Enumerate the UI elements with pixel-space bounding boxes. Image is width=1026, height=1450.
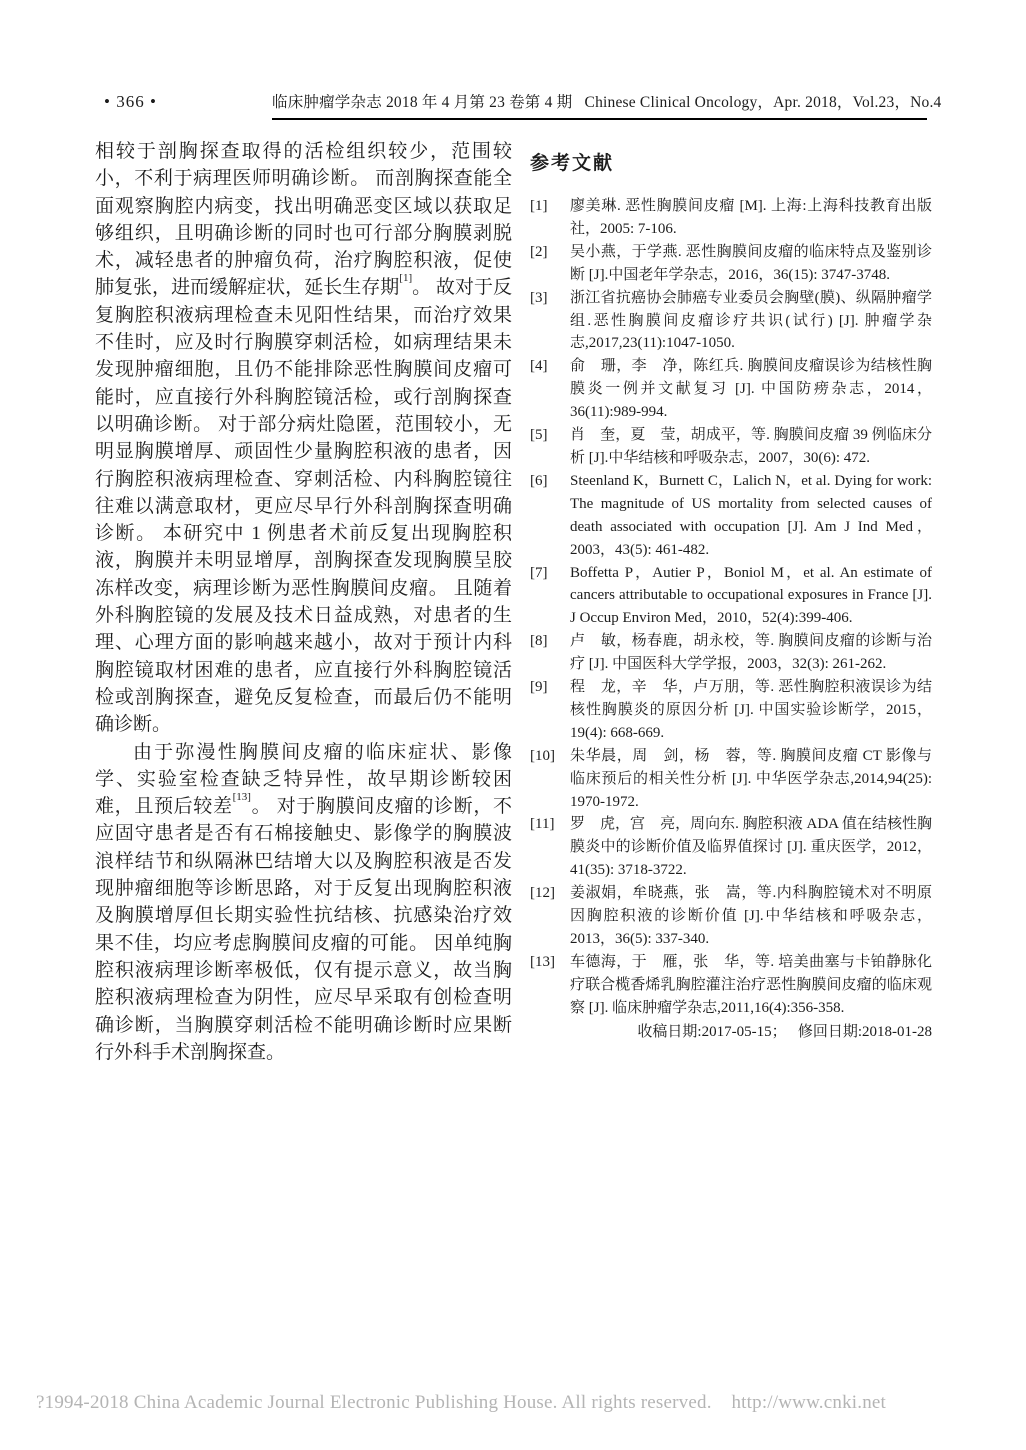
reference-item xyxy=(530,470,932,562)
reference-text: 朱华晨，周 剑，杨 蓉，等. 胸膜间皮瘤 CT 影像与临床预后的相关性分析 [J]. 中华医学杂志,2014,94(25): 1970-1972. xyxy=(570,747,932,810)
reference-text: Steenland K，Burnett C，Lalich N，et al. Dying for work: The magnitude of US mortality from selected causes of death associated with occupation [J]. Am J Ind Med，2003，43(5): 461-482. xyxy=(570,472,932,558)
reference-label: [7] xyxy=(530,564,548,581)
reference-label: [8] xyxy=(530,633,548,650)
page-header xyxy=(0,90,1026,124)
reference-label: [2] xyxy=(530,243,548,260)
article-body-column xyxy=(95,138,512,1066)
reference-text: 廖美琳. 恶性胸膜间皮瘤 [M]. 上海:上海科技教育出版社，2005: 7-106. xyxy=(570,198,932,237)
reference-label: [3] xyxy=(530,289,548,306)
references-heading: 参考文献 xyxy=(530,153,615,174)
reference-text: 吴小燕，于学燕. 恶性胸膜间皮瘤的临床特点及鉴别诊断 [J].中国老年学杂志，2016，36(15): 3747-3748. xyxy=(570,243,932,283)
reference-item xyxy=(530,355,932,424)
reference-item xyxy=(530,241,932,287)
paragraph-text: 由于弥漫性胸膜间皮瘤的临床症状、影像学、实验室检查缺乏特异性，故早期诊断较困难，且预后较差 xyxy=(95,741,512,818)
reference-item xyxy=(530,630,932,676)
body-paragraph-1 xyxy=(95,138,512,739)
reference-label: [10] xyxy=(530,747,555,764)
reference-label: [13] xyxy=(530,953,555,970)
reference-label: [12] xyxy=(530,885,555,902)
reference-item xyxy=(530,813,932,882)
reference-label: [11] xyxy=(530,816,555,833)
references-list xyxy=(530,195,932,1020)
reference-text: 程 龙，辛 华，卢万朋，等. 恶性胸腔积液误诊为结核性胸膜炎的原因分析 [J]. 中国实验诊断学，2015，19(4): 668-669. xyxy=(570,679,932,741)
reference-text: 姜淑娟，牟晓燕，张 嵩，等.内科胸腔镜术对不明原因胸腔积液的诊断价值 [J].中华结核和呼吸杂志，2013，36(5): 337-340. xyxy=(570,885,932,947)
citation-superscript-13: [13] xyxy=(232,790,251,803)
reference-text: 卢 敏，杨春鹿，胡永校，等. 胸膜间皮瘤的诊断与治疗 [J]. 中国医科大学学报，2003，32(3): 261-262. xyxy=(570,633,932,673)
journal-header-line: 临床肿瘤学杂志 2018 年 4 月第 23 卷第 4 期 Chinese Clinical Oncology，Apr. 2018，Vol.23，No.4 xyxy=(272,90,927,120)
body-paragraph-2 xyxy=(95,739,512,1067)
paragraph-text: 。 对于胸膜间皮瘤的诊断，不应固守患者是否有石棉接触史、影像学的胸膜波浪样结节和纵隔淋巴结增大以及胸腔积液是否发现肿瘤细胞等诊断思路，对于反复出现胸腔积液及胸膜增厚但长期实验性抗结核、抗感染治疗效果不佳，均应考虑胸膜间皮瘤的可能。 因单纯胸腔积液病理诊断率极低，仅有提示意义，故当胸腔积液病理检查为阴性，应尽早采取有创检查明确诊断，当胸膜穿刺活检不能明确诊断时应果断行外科手术剖胸探查。 xyxy=(95,796,512,1063)
reference-label: [6] xyxy=(530,472,548,489)
reference-label: [9] xyxy=(530,679,548,696)
reference-item xyxy=(530,195,932,241)
paragraph-text: 。 故对于反复胸腔积液病理检查未见阳性结果，而治疗效果不佳时，应及时行胸膜穿刺活检，如病理结果未发现肿瘤细胞，且仍不能排除恶性胸膜间皮瘤可能时，应直接行外科胸腔镜活检，或行剖胸探查以明确诊断。 对于部分病灶隐匿，范围较小，无明显胸膜增厚、顽固性少量胸腔积液的患者，因行胸腔积液病理检查、穿刺活检、内科胸腔镜往往难以满意取材，更应尽早行外科剖胸探查明确诊断。 本研究中 1 例患者术前反复出现胸腔积液，胸膜并未明显增厚，剖胸探查发现胸膜呈胶冻样改变，病理诊断为恶性胸膜间皮瘤。 且随着外科胸腔镜的发展及技术日益成熟，对患者的生理、心理方面的影响越来越小，故对于预计内科胸腔镜取材困难的患者，应直接行外科胸腔镜活检或剖胸探查，避免反复检查，而最后仍不能明确诊断。 xyxy=(95,277,512,736)
reference-text: 罗 虎，宫 亮，周向东. 胸腔积液 ADA 值在结核性胸膜炎中的诊断价值及临界值探讨 [J]. 重庆医学，2012，41(35): 3718-3722. xyxy=(570,816,932,879)
reference-item xyxy=(530,676,932,745)
reference-item xyxy=(530,424,932,470)
reference-text: 车德海，于 雁，张 华，等. 培美曲塞与卡铂静脉化疗联合榄香烯乳胸腔灌注治疗恶性胸膜间皮瘤的临床观察 [J]. 临床肿瘤学杂志,2011,16(4):356-358. xyxy=(570,953,932,1016)
reference-item xyxy=(530,745,932,814)
page-number: • 366 • xyxy=(104,92,157,111)
received-revised-dates: 收稿日期:2017-05-15； 修回日期:2018-01-28 xyxy=(637,1023,932,1040)
cnki-copyright-footer: ?1994-2018 China Academic Journal Electronic Publishing House. All rights reserved. http://www.cnki.net xyxy=(36,1392,887,1413)
citation-superscript-1: [1] xyxy=(399,272,413,285)
reference-text: 肖 奎，夏 莹，胡成平，等. 胸膜间皮瘤 39 例临床分析 [J].中华结核和呼吸杂志，2007，30(6): 472. xyxy=(570,427,932,466)
reference-item xyxy=(530,951,932,1020)
reference-text: Boffetta P，Autier P，Boniol M，et al. An estimate of cancers attributable to occupational exposures in France [J]. J Occup Environ Med，2010，52(4):399-406. xyxy=(570,564,932,627)
reference-text: 浙江省抗癌协会肺癌专业委员会胸壁(膜)、纵隔肿瘤学组.恶性胸膜间皮瘤诊疗共识(试行) [J]. 肿瘤学杂志,2017,23(11):1047-1050. xyxy=(570,289,932,352)
reference-item xyxy=(530,562,932,631)
reference-label: [4] xyxy=(530,358,548,375)
reference-label: [5] xyxy=(530,427,548,444)
reference-text: 俞 珊，李 净，陈红兵. 胸膜间皮瘤误诊为结核性胸膜炎一例并文献复习 [J]. 中国防痨杂志，2014，36(11):989-994. xyxy=(570,358,932,421)
reference-label: [1] xyxy=(530,198,548,214)
paragraph-text: 相较于剖胸探查取得的活检组织较少，范围较小，不利于病理医师明确诊断。 而剖胸探查能全面观察胸腔内病变，找出明确恶变区域以获取足够组织，且明确诊断的同时也可行部分胸膜剥脱术，减轻患者的肿瘤负荷，治疗胸腔积液，促使肺复张，进而缓解症状，延长生存期 xyxy=(95,141,512,299)
references-column xyxy=(530,148,932,1044)
reference-item xyxy=(530,882,932,951)
reference-item xyxy=(530,287,932,356)
